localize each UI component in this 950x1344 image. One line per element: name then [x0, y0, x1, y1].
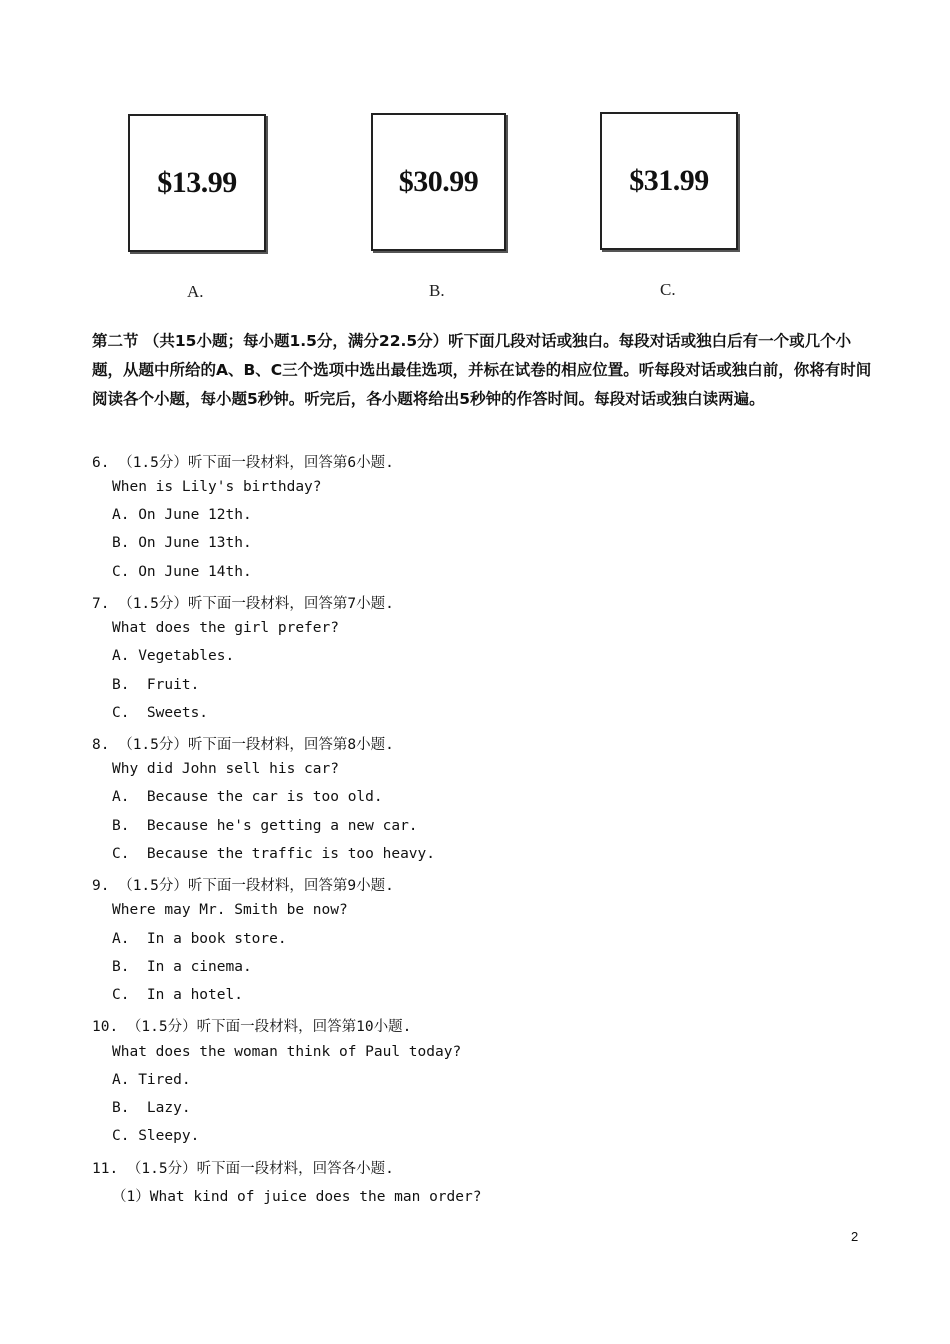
q9-question: Where may Mr. Smith be now?	[112, 902, 348, 918]
q10-option-a: A. Tired.	[112, 1072, 191, 1088]
q6-option-c: C. On June 14th.	[112, 564, 252, 580]
price-box-c	[600, 112, 738, 250]
q9-stem: 9. （1.5分）听下面一段材料，回答第9小题.	[92, 878, 394, 894]
q7-option-b: B. Fruit.	[112, 677, 200, 693]
price-box-a	[128, 114, 266, 252]
q9-option-c: C. In a hotel.	[112, 987, 243, 1003]
q9-option-a: A. In a book store.	[112, 931, 287, 947]
q8-option-b: B. Because he's getting a new car.	[112, 818, 418, 834]
q10-option-c: C. Sleepy.	[112, 1128, 200, 1144]
option-label-c: C.	[660, 280, 676, 299]
price-c: $31.99	[629, 164, 709, 197]
q8-question: Why did John sell his car?	[112, 761, 339, 777]
q6-option-a: A. On June 12th.	[112, 507, 252, 523]
option-label-a: A.	[187, 282, 204, 301]
q6-stem: 6. （1.5分）听下面一段材料，回答第6小题.	[92, 455, 394, 471]
option-label-b: B.	[429, 281, 445, 300]
q10-option-b: B. Lazy.	[112, 1100, 191, 1116]
q11-question: （1）What kind of juice does the man order?	[112, 1189, 482, 1205]
q8-option-a: A. Because the car is too old.	[112, 789, 383, 805]
q7-option-a: A. Vegetables.	[112, 648, 235, 664]
q6-option-b: B. On June 13th.	[112, 535, 252, 551]
section-heading: 第二节 （共15小题；每小题1.5分，满分22.5分）听下面几段对话或独白。每段对话或独白后有一个或几个小题，从题中所给的A、B、C三个选项中选出最佳选项，并标在试卷的相应位置。听每段对话或独白前，你将有时间阅读各个小题，每小题5秒钟。听完后，各小题将给出5秒钟的作答时间。每段对话或独白读两遍。	[92, 332, 872, 408]
q7-option-c: C. Sweets.	[112, 705, 209, 721]
q10-stem: 10. （1.5分）听下面一段材料，回答第10小题.	[92, 1019, 412, 1035]
page-number: 2	[851, 1229, 859, 1244]
q8-stem: 8. （1.5分）听下面一段材料，回答第8小题.	[92, 737, 394, 753]
price-a: $13.99	[157, 166, 237, 199]
q10-question: What does the woman think of Paul today?	[112, 1044, 462, 1060]
q7-question: What does the girl prefer?	[112, 620, 339, 636]
price-b: $30.99	[398, 165, 479, 198]
q11-stem: 11. （1.5分）听下面一段材料，回答各小题.	[92, 1161, 394, 1177]
q9-option-b: B. In a cinema.	[112, 959, 252, 975]
price-box-b	[371, 113, 506, 251]
q6-question: When is Lily's birthday?	[112, 479, 322, 495]
q7-stem: 7. （1.5分）听下面一段材料，回答第7小题.	[92, 596, 394, 612]
q8-option-c: C. Because the traffic is too heavy.	[112, 846, 436, 862]
